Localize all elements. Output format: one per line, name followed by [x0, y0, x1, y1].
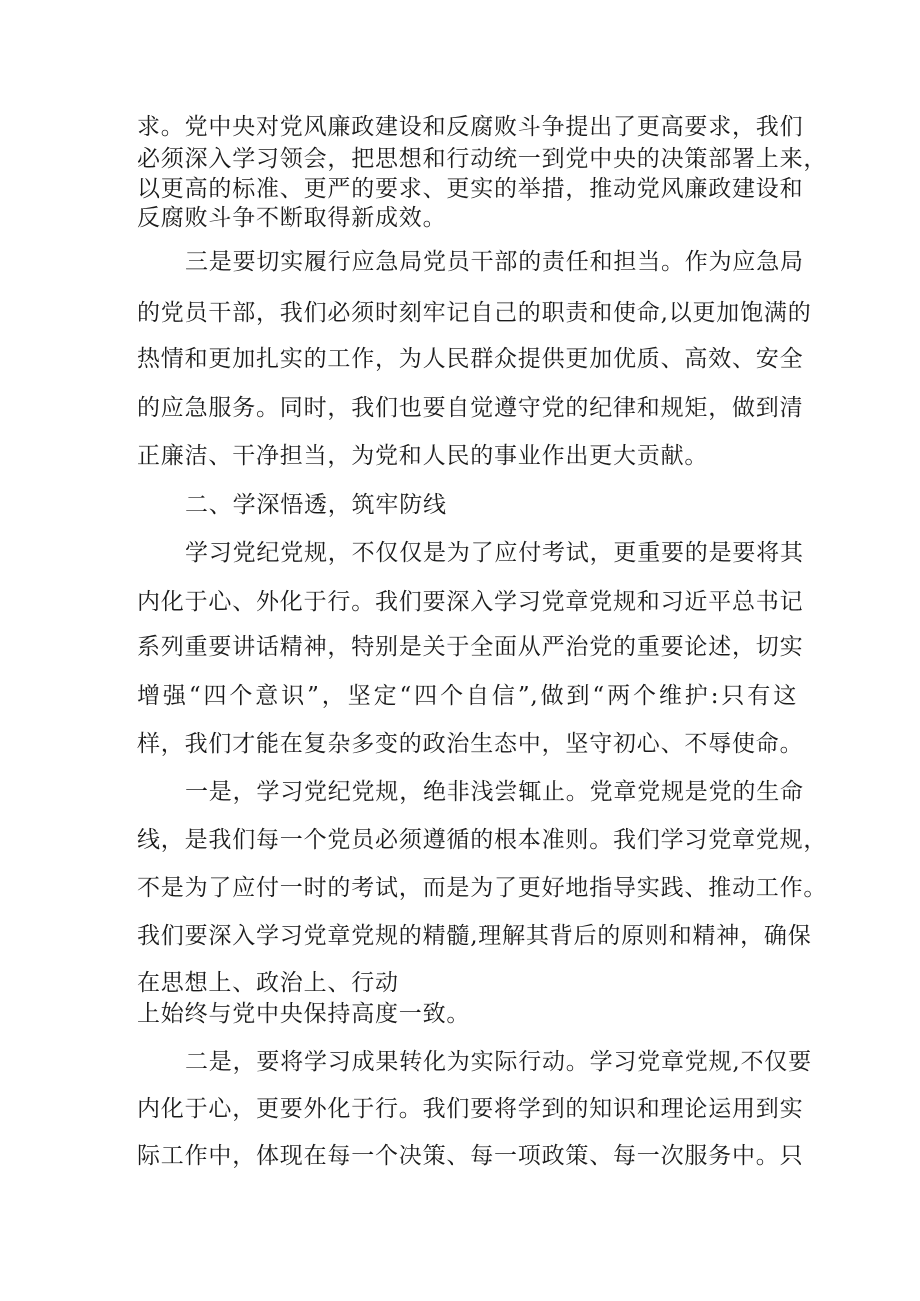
- paragraph-line: 二是，要将学习成果转化为实际行动。学习党章党规,不仅要: [185, 1049, 812, 1075]
- section-heading: 二、学深悟透，筑牢防线: [185, 492, 447, 518]
- paragraph-line: 样，我们才能在复杂多变的政治生态中，坚守初心、不辱使命。: [137, 731, 804, 757]
- paragraph-line: 三是要切实履行应急局党员干部的责任和担当。作为应急局: [185, 249, 804, 275]
- paragraph-line: 以更高的标准、更严的要求、更实的举措，推动党风廉政建设和: [137, 176, 804, 202]
- paragraph-line: 的应急服务。同时，我们也要自觉遵守党的纪律和规矩，做到清: [137, 395, 804, 421]
- paragraph-line: 际工作中，体现在每一个决策、每一项政策、每一次服务中。只: [137, 1143, 804, 1169]
- paragraph-line: 线，是我们每一个党员必须遵循的根本准则。我们学习党章党规，: [137, 827, 828, 853]
- paragraph-line: 的党员干部，我们必须时刻牢记自己的职责和使命,以更加饱满的: [137, 300, 812, 326]
- paragraph-line: 求。党中央对党风廉政建设和反腐败斗争提出了更高要求，我们: [137, 114, 804, 140]
- paragraph-line: 正廉洁、干净担当，为党和人民的事业作出更大贡献。: [137, 443, 709, 469]
- paragraph-line: 系列重要讲话精神，特别是关于全面从严治党的重要论述，切实: [137, 634, 804, 660]
- paragraph-line: 不是为了应付一时的考试，而是为了更好地指导实践、推动工作。: [137, 875, 828, 901]
- paragraph-line: 反腐败斗争不断取得新成效。: [137, 205, 447, 231]
- paragraph-line: 内化于心，更要外化于行。我们要将学到的知识和理论运用到实: [137, 1096, 804, 1122]
- paragraph-line: 增强“四个意识”，坚定“四个自信”,做到“两个维护:只有这: [137, 683, 797, 709]
- paragraph-line: 必须深入学习领会，把思想和行动统一到党中央的决策部署上来，: [137, 146, 828, 172]
- paragraph-line: 在思想上、政治上、行动: [137, 970, 399, 996]
- paragraph-line: 学习党纪党规，不仅仅是为了应付考试，更重要的是要将其: [185, 540, 804, 566]
- paragraph-line: 我们要深入学习党章党规的精髓,理解其背后的原则和精神，确保: [137, 923, 812, 949]
- paragraph-line: 上始终与党中央保持高度一致。: [137, 1001, 471, 1027]
- paragraph-line: 热情和更加扎实的工作，为人民群众提供更加优质、高效、安全: [137, 346, 804, 372]
- paragraph-line: 内化于心、外化于行。我们要深入学习党章党规和习近平总书记: [137, 589, 804, 615]
- paragraph-line: 一是，学习党纪党规，绝非浅尝辄止。党章党规是党的生命: [185, 779, 804, 805]
